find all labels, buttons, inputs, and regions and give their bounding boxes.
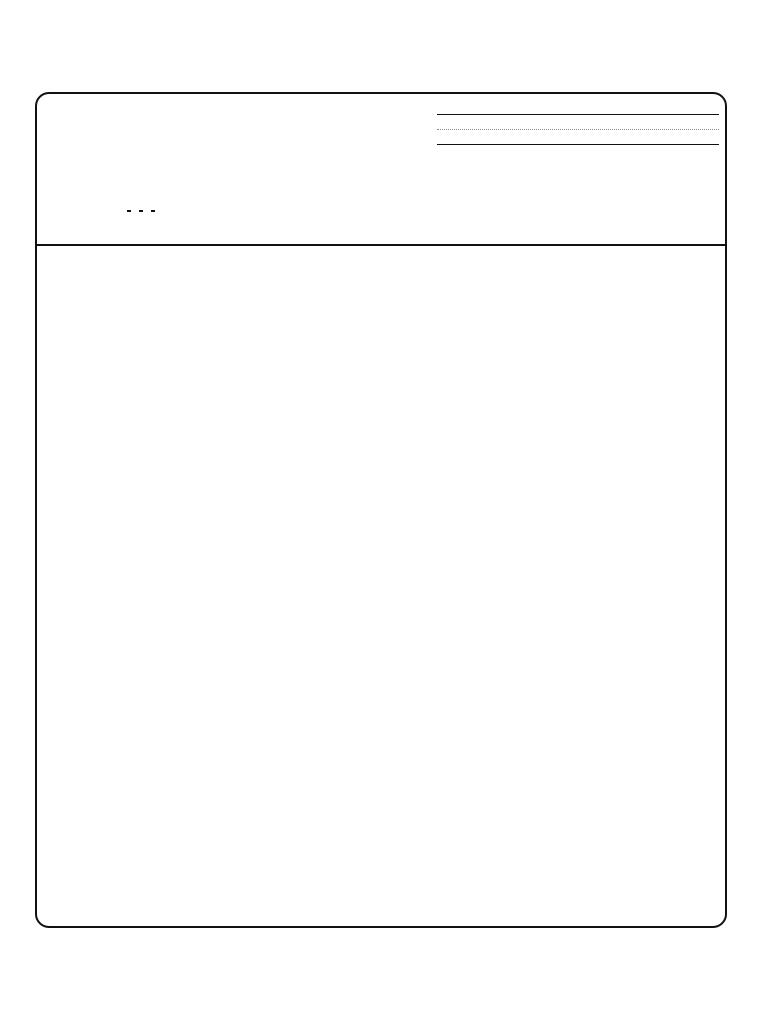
example-first-number (127, 210, 131, 212)
example-second-number (139, 210, 143, 212)
worksheet-header (37, 94, 725, 246)
name-line-bottom[interactable] (437, 130, 719, 145)
name-field[interactable] (437, 114, 719, 145)
example-equation (127, 206, 155, 212)
example-result (151, 210, 155, 212)
problems-grid (37, 246, 725, 926)
worksheet (35, 92, 727, 928)
name-line-top[interactable] (437, 114, 719, 130)
